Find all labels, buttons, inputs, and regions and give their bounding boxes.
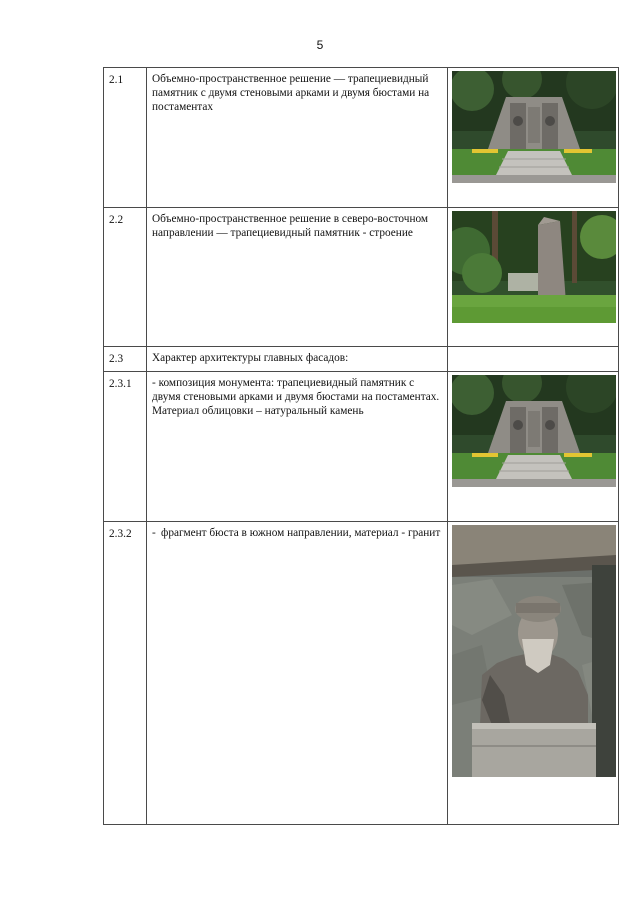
- row-description: фрагмент бюста в южном направлении, материал - гранит: [161, 527, 441, 539]
- table-row: [104, 522, 619, 825]
- row-description: Объемно-пространственное решение — трапециевидный памятник с двумя стеновыми арками и двумя бюстами на постаментах: [152, 73, 430, 113]
- row-description: - композиция монумента: трапециевидный памятник с двумя стеновыми арками и двумя бюстами на постаментах. Материал облицовки – натуральный камень: [152, 377, 440, 417]
- row-number: 2.3.2: [109, 528, 132, 540]
- bust-fragment-photo: [452, 525, 616, 777]
- row-number: 2.3.1: [109, 378, 132, 390]
- table-row: [104, 68, 619, 208]
- passport-table: [103, 67, 619, 825]
- table-row: [104, 372, 619, 522]
- table-row: [104, 208, 619, 347]
- monument-northeast-photo: [452, 211, 616, 323]
- monument-front-photo: [452, 375, 616, 487]
- list-dash: -: [152, 527, 156, 539]
- table-row: [104, 347, 619, 372]
- row-number: 2.3: [109, 353, 124, 365]
- row-description: Характер архитектуры главных фасадов:: [152, 352, 349, 364]
- page-number: 5: [316, 38, 324, 52]
- row-number: 2.2: [109, 214, 124, 226]
- row-number: 2.1: [109, 74, 124, 86]
- monument-front-photo: [452, 71, 616, 183]
- row-description: Объемно-пространственное решение в северо-восточном направлении — трапециевидный памятник - строение: [152, 213, 429, 239]
